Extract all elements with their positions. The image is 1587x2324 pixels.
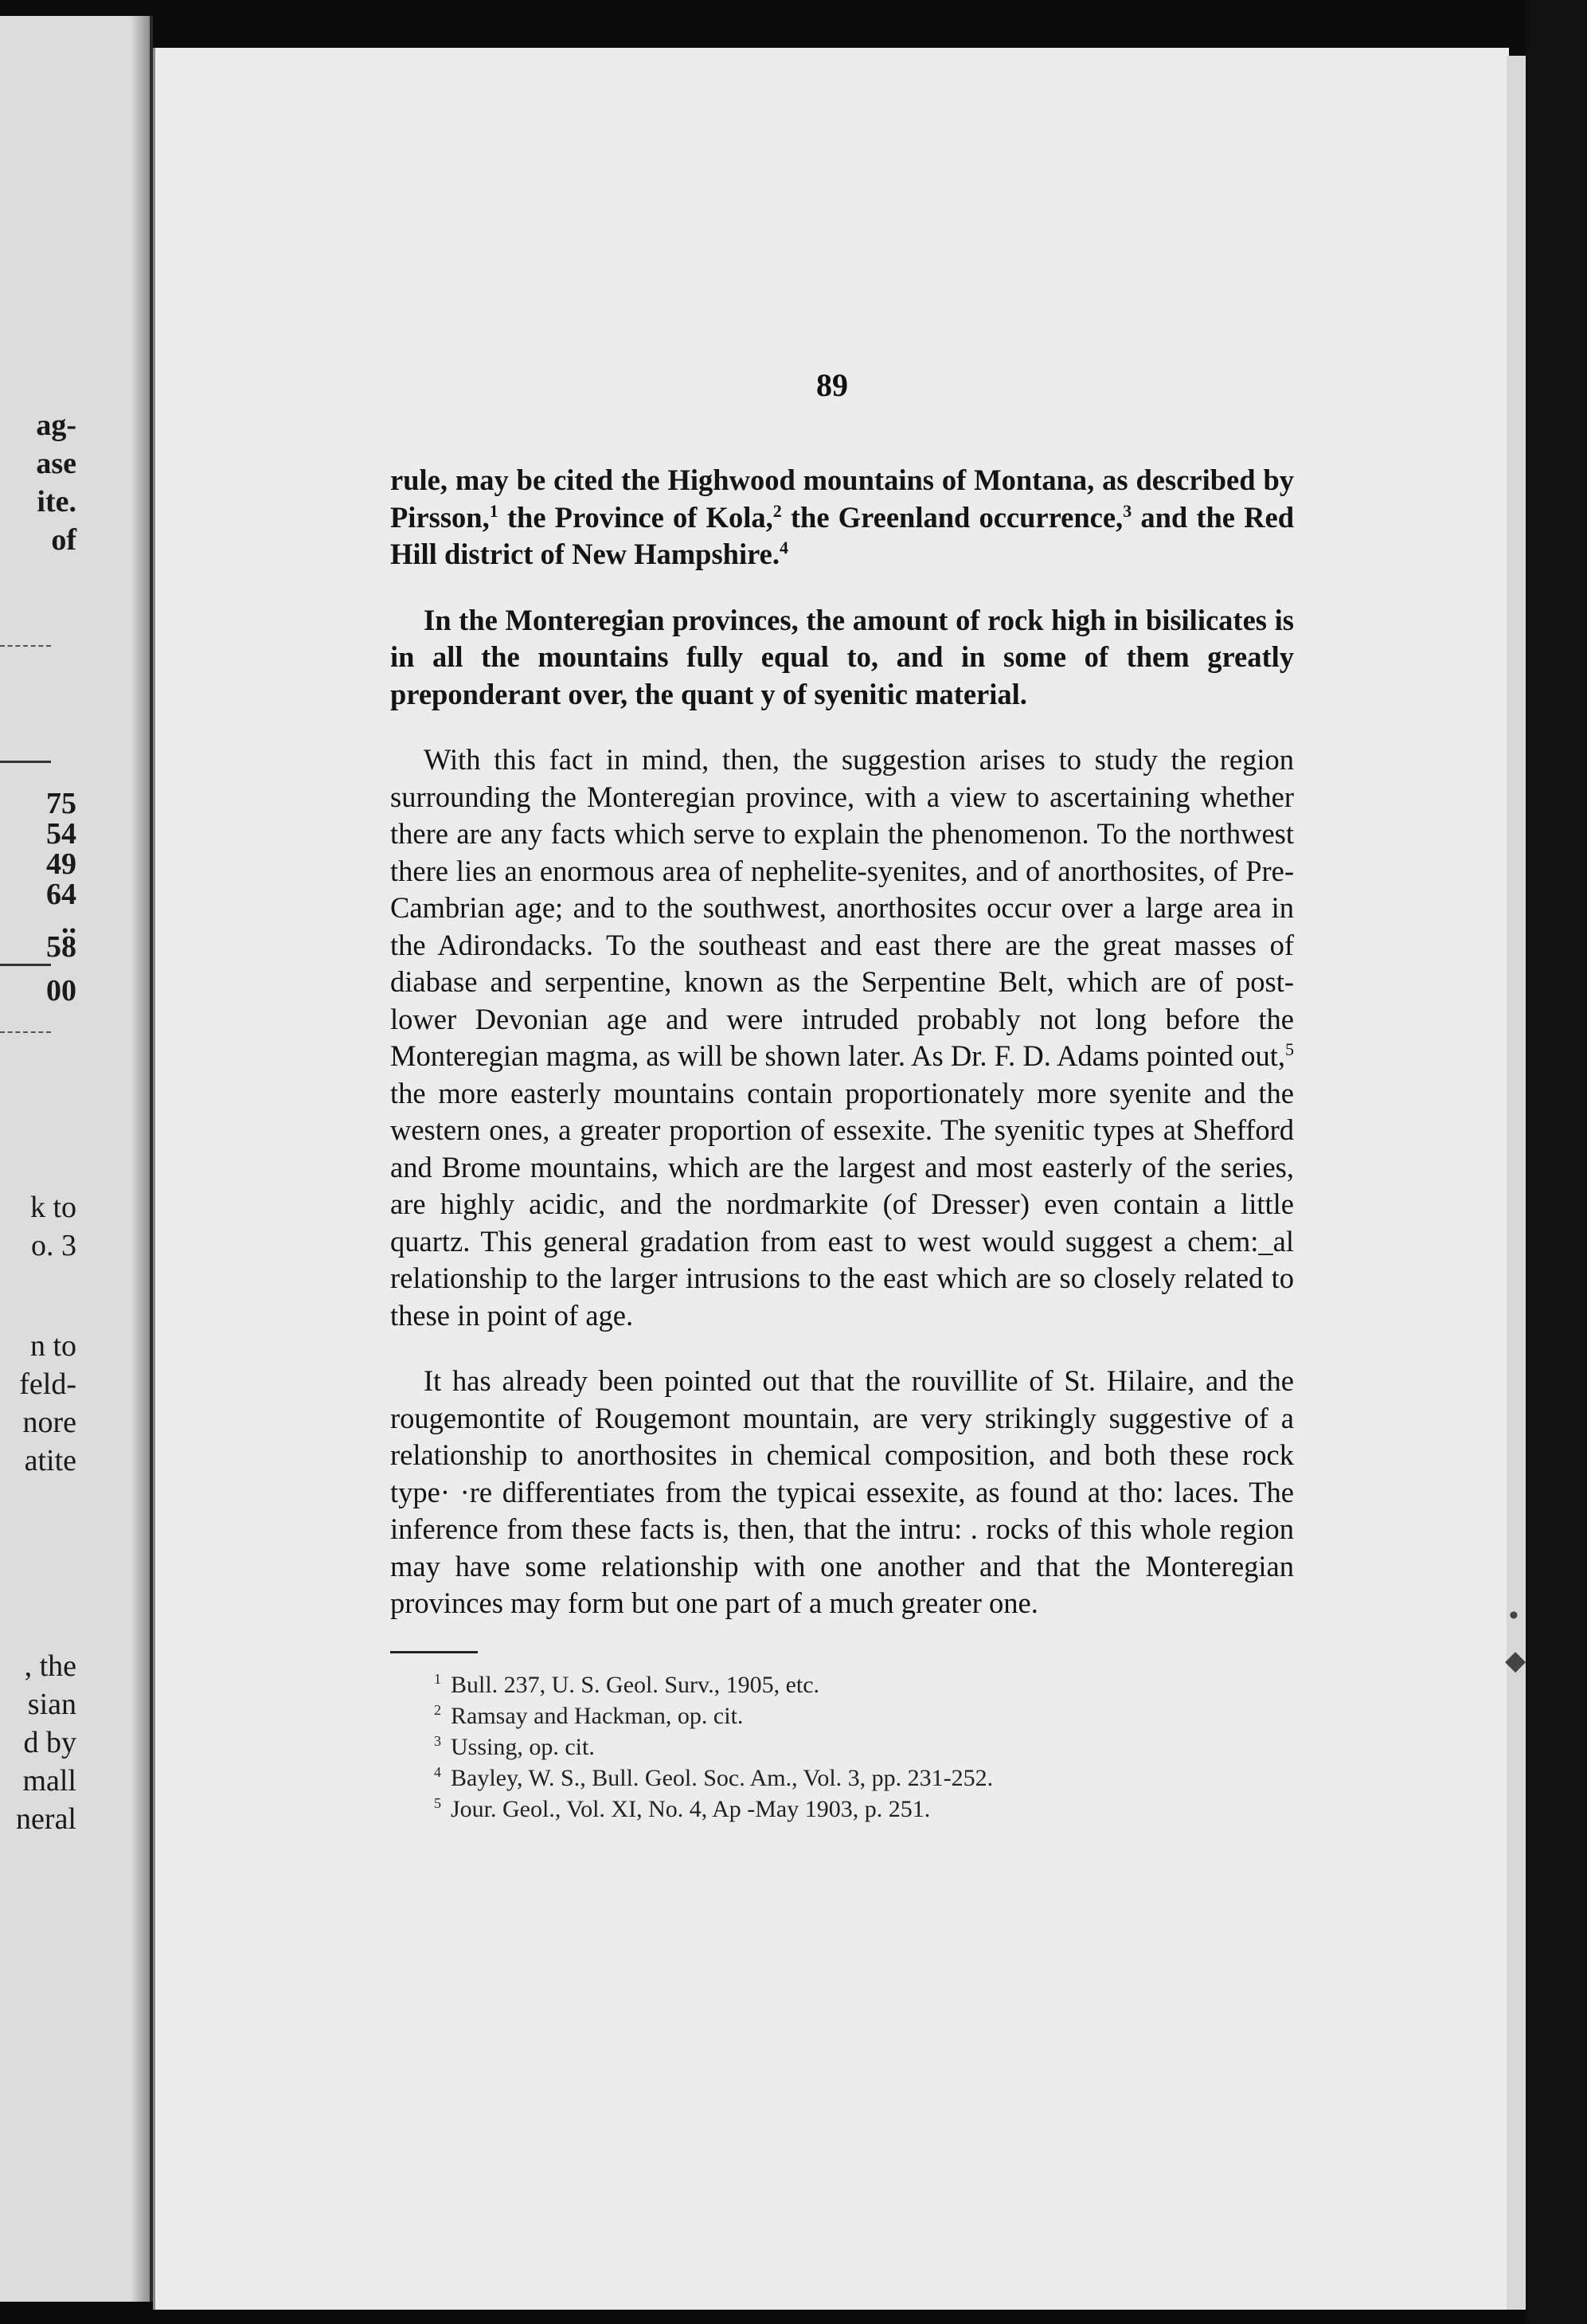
footnote-rule [390,1651,478,1653]
left-fragment: 49 [46,847,76,881]
footnote-mark: 5 [434,1794,441,1811]
text-run: the Province of Kola, [498,500,773,534]
footnote-mark: 4 [434,1763,441,1780]
left-fragment: of [51,523,76,557]
footnote-mark: 2 [434,1701,441,1718]
page-edge [1507,56,1526,2310]
footnote [434,1700,1294,1731]
left-fragment: mall [22,1764,76,1798]
left-fragment: ite. [37,485,76,518]
footnote [434,1669,1294,1700]
left-fragment: ase [36,447,76,480]
left-divider [0,645,51,647]
left-divider [0,964,51,966]
page-number: 89 [816,367,848,403]
left-fragment: .. [61,906,76,940]
left-fragment: 75 [46,787,76,820]
left-fragment: k to [29,1191,76,1224]
left-fragment: , the [24,1649,76,1683]
left-facing-page [0,16,153,2302]
footnote-text: Ramsay and Hackman, op. cit. [451,1702,744,1729]
footnote-mark: 1 [434,1670,441,1687]
scan-border [1526,0,1587,2324]
footnote-text: Bull. 237, U. S. Geol. Surv., 1905, etc. [451,1671,820,1698]
footnote [434,1731,1294,1763]
body-text [390,462,1294,1825]
left-divider [0,1031,51,1033]
main-page [153,48,1509,2310]
text-run: It has already been pointed out that the rouvillite of St. Hilaire, and the rougemontite of Rougemont mountain, are very strikingly suggestive of a relationship to anorthosites in chemical composition, and both these rock type· ·re differentiates from the typicai essexite, as found at tho: laces. The inference from these facts is, then, that the intru: . rocks of this whole region may have some relationship with one another and that the Monteregian provinces may form but one part of a much greater one. [390,1364,1294,1619]
left-fragment: ag- [36,409,76,442]
text-run: In the Monteregian provinces, the amount of rock high in bisilicates is in all the mountains fully equal to, and in some of them greatly preponderant over, the quant y of syenitic material. [390,603,1294,710]
paragraph [390,462,1294,573]
left-fragment: 58 [46,930,76,964]
left-fragment: d by [23,1726,76,1759]
left-divider [0,761,51,763]
left-fragment: 54 [46,817,76,851]
text-run: With this fact in mind, then, the suggestion arises to study the region surrounding the Monteregian province, with a view to ascertaining whether there are any facts which serve to explain the phenomenon. To the northwest there lies an enormous area of nephelite-syenites, and of anorthosites, of Pre-Cambrian age; and to the southwest, anorthosites occur over a large area in the Adirondacks. To the southeast and east there are the great masses of diabase and serpentine, known as the Serpentine Belt, which are of post-lower Devonian age and were intruded probably not long before the Monteregian magma, as will be shown later. As Dr. F. D. Adams pointed out, [390,743,1294,1072]
footnote-ref: 3 [1123,500,1132,521]
paragraph [390,741,1294,1334]
paragraph [390,602,1294,714]
text-run: the Greenland occurrence, [781,500,1124,534]
left-fragment: feld- [19,1367,76,1401]
footnote [434,1763,1294,1794]
footnote-ref: 2 [772,500,782,521]
left-fragment: neral [16,1802,76,1836]
footnote-text: Jour. Geol., Vol. XI, No. 4, Ap -May 1903, p. 251. [451,1795,931,1822]
footnote-ref: 5 [1285,1039,1294,1059]
text-run: rule, may be cited the Highwood mountains of Montana, as described by Pirsson, [390,464,1294,534]
footnote-mark: 3 [434,1732,441,1749]
footnote-ref: 1 [489,500,498,521]
left-fragment: o. 3 [31,1229,76,1262]
left-fragment: n to [29,1329,76,1363]
left-fragment: 64 [46,878,76,911]
left-fragment: atite [24,1444,76,1477]
footnotes [390,1669,1294,1825]
footnote-text: Ussing, op. cit. [451,1733,595,1760]
scan-speck: • [1509,1601,1519,1630]
left-fragment: nore [22,1406,76,1439]
paragraph [390,1363,1294,1622]
scan-speck: ◆ [1505,1646,1526,1676]
left-fragment: 00 [46,974,76,1007]
text-run: and the Red Hill district of New Hampshire. [390,500,1294,570]
footnote-text: Bayley, W. S., Bull. Geol. Soc. Am., Vol. 3, pp. 231-252. [451,1764,994,1791]
footnote-ref: 4 [780,537,788,558]
footnote [434,1794,1294,1825]
left-fragment: sian [27,1688,76,1721]
text-run: the more easterly mountains contain proportionately more syenite and the western ones, a greater proportion of essexite. The syenitic types at Shefford and Brome mountains, which are the largest and most easterly of the series, are highly acidic, and the nordmarkite (of Dresser) even contain a little quartz. This general gradation from east to west would suggest a chem:_al relationship to the larger intrusions to the east which are so closely related to these in point of age. [390,1076,1294,1332]
